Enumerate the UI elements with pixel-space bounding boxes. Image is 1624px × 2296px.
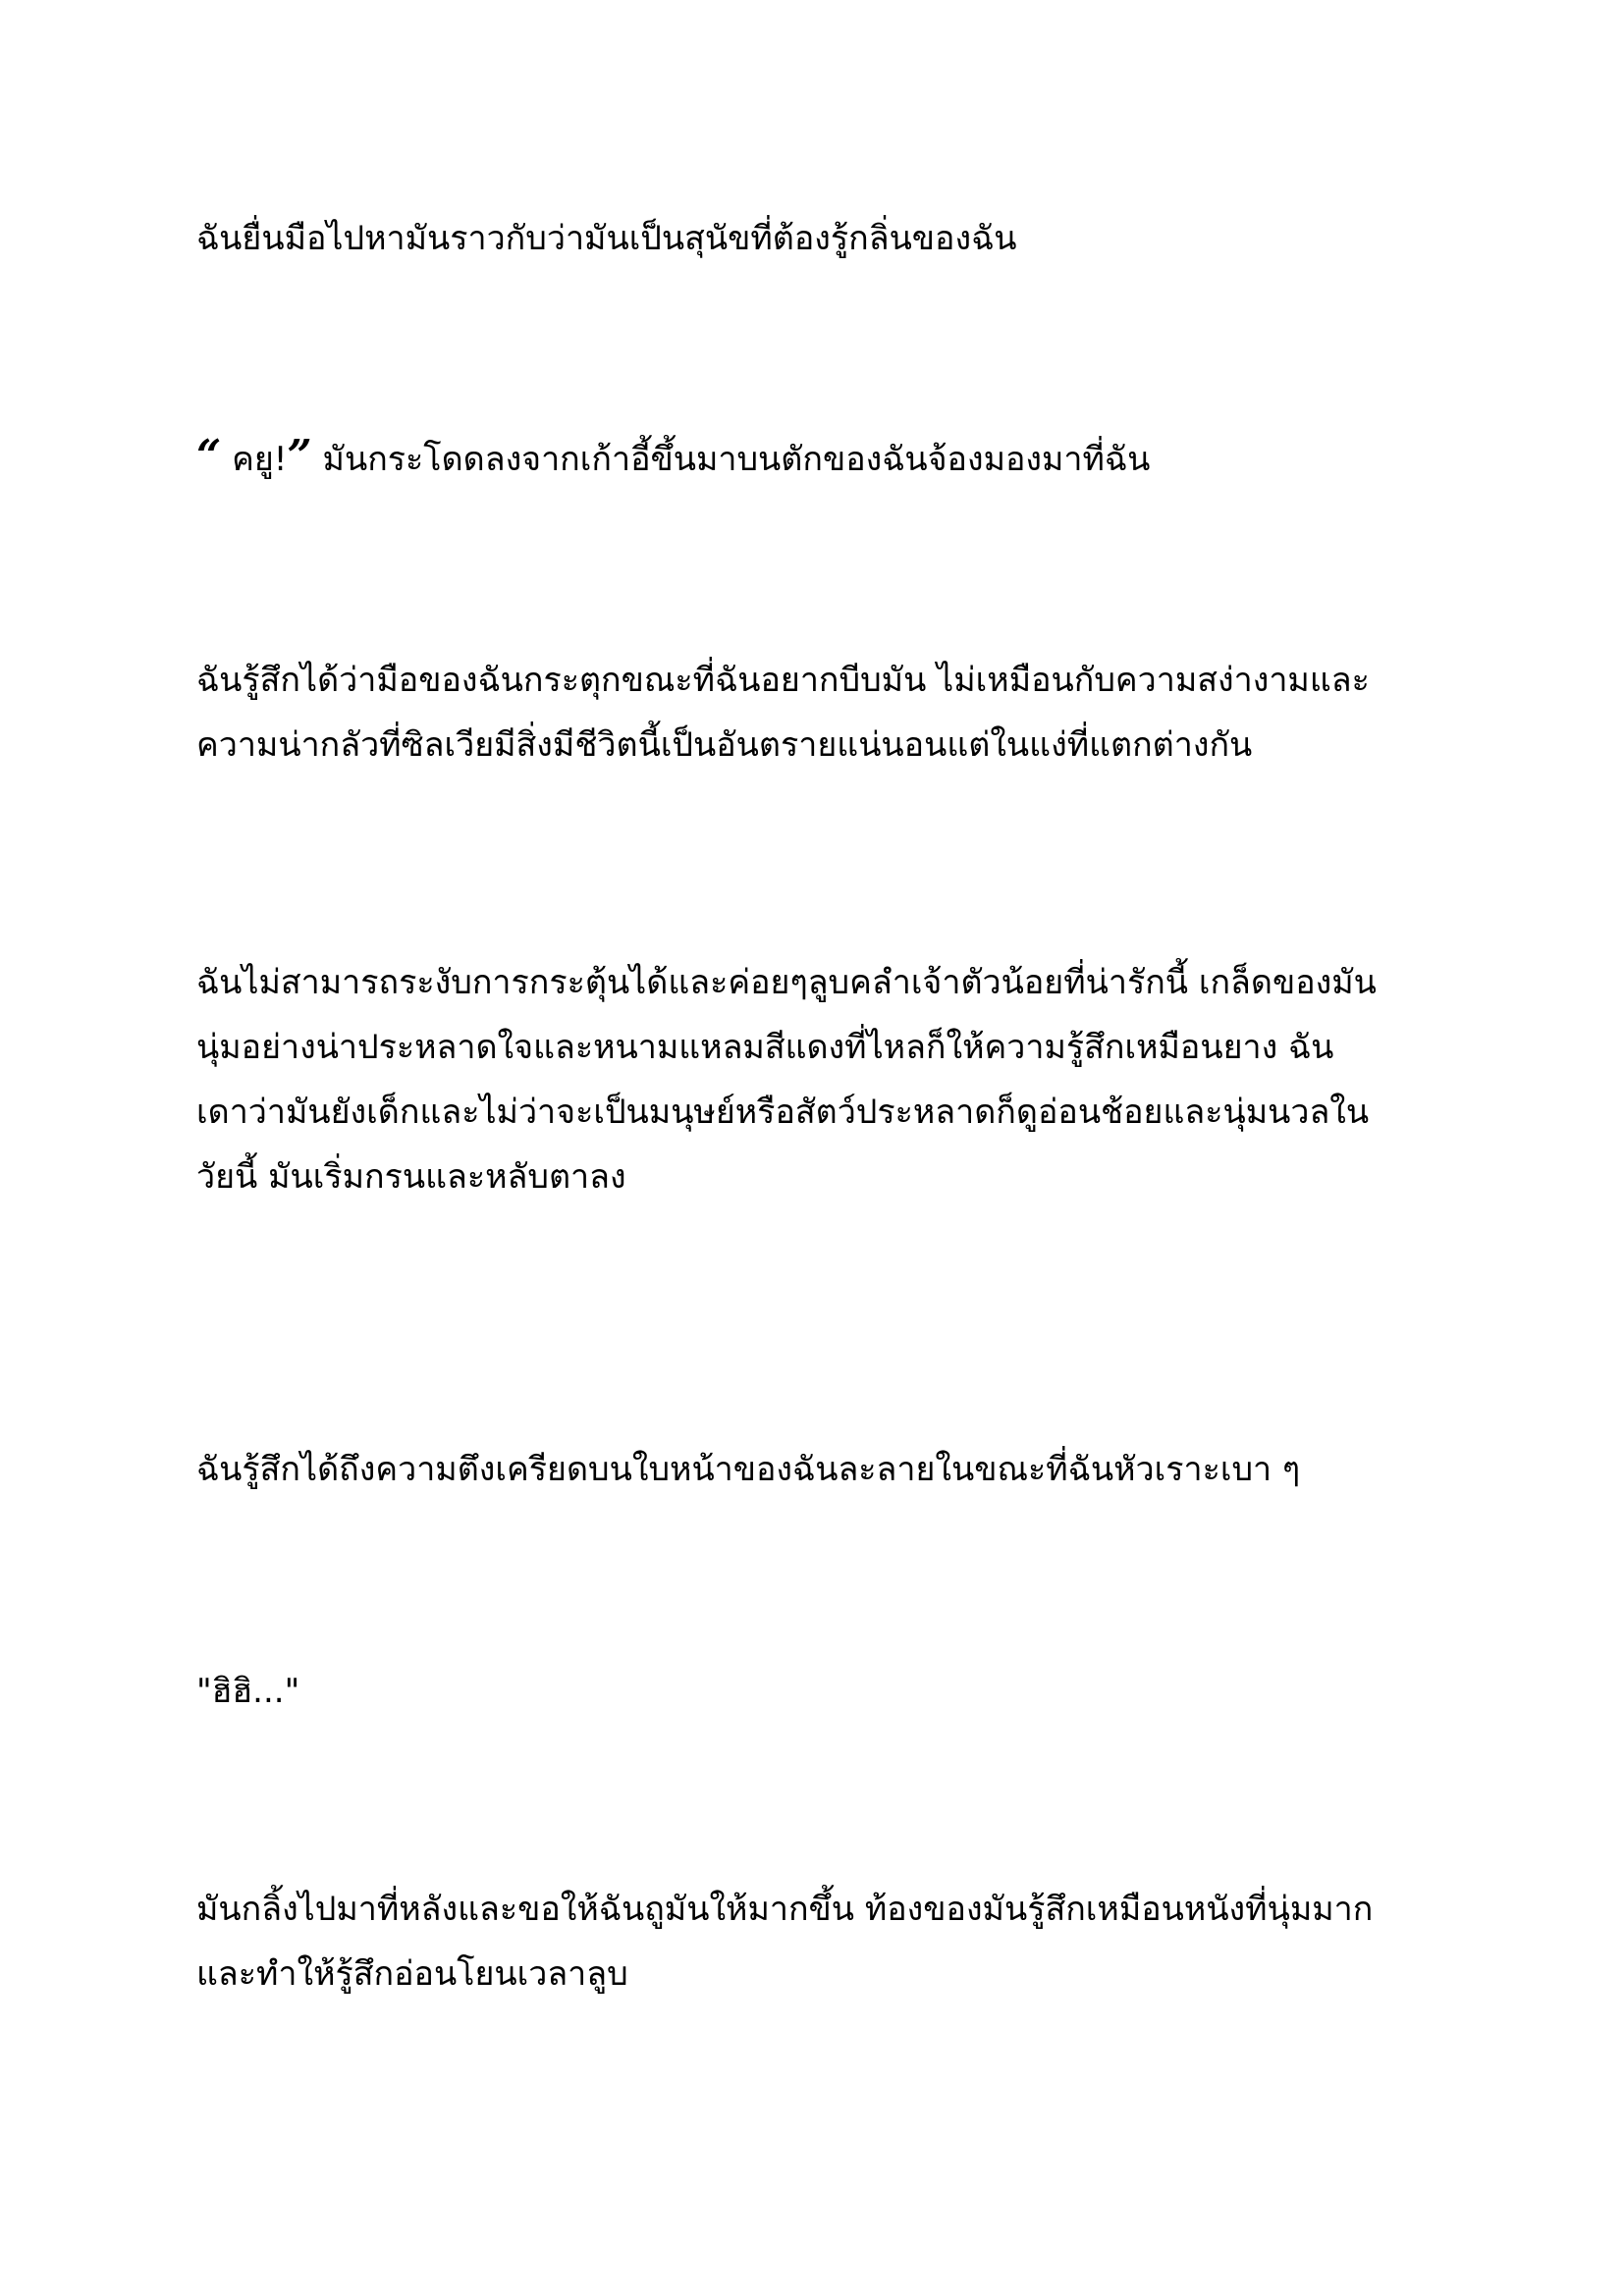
paragraph-5: [196, 1437, 1453, 1502]
paragraph-1: [196, 206, 1453, 271]
text-line: ฉันยื่นมือไปหามันราวกับว่ามันเป็นสุนัขที่ต้องรู้กลิ่นของฉัน: [196, 219, 1017, 258]
text-line: ฉันไม่สามารถระงับการกระตุ้นได้และค่อยๆลูบคลำเจ้าตัวน้อยที่น่ารักนี้ เกล็ดของมัน: [196, 963, 1377, 1002]
text-line: [196, 424, 1453, 492]
text-line: วัยนี้ มันเริ่มกรนและหลับตาลง: [196, 1157, 626, 1197]
open-quote-mark: “: [196, 431, 222, 481]
close-quote-mark: ”: [287, 431, 312, 481]
paragraph-3: [196, 648, 1453, 777]
text-line: ฉันรู้สึกได้ถึงความตึงเครียดบนใบหน้าของฉันละลายในขณะที่ฉันหัวเราะเบา ๆ: [196, 1450, 1301, 1489]
paragraph-7: [196, 1877, 1453, 2006]
text-line: ความน่ากลัวที่ซิลเวียมีสิ่งมีชีวิตนี้เป็นอันตรายแน่นอนแต่ในแง่ที่แตกต่างกัน: [196, 725, 1253, 765]
quoted-speech: คยู!: [221, 440, 288, 479]
paragraph-4: [196, 950, 1453, 1209]
text-line: เดาว่ามันยังเด็กและไม่ว่าจะเป็นมนุษย์หรือสัตว์ประหลาดก็ดูอ่อนช้อยและนุ่มนวลใน: [196, 1093, 1370, 1132]
narration: มันกระโดดลงจากเก้าอี้ขึ้นมาบนตักของฉันจ้องมองมาที่ฉัน: [311, 440, 1151, 479]
text-line: มันกลิ้งไปมาที่หลังและขอให้ฉันถูมันให้มากขึ้น ท้องของมันรู้สึกเหมือนหนังที่นุ่มมาก: [196, 1890, 1374, 1929]
paragraph-2-dialogue: [196, 424, 1453, 492]
text-line: และทำให้รู้สึกอ่อนโยนเวลาลูบ: [196, 1954, 628, 1994]
paragraph-6-dialogue: [196, 1659, 1453, 1724]
text-line: "ฮิฮิ...": [196, 1672, 300, 1711]
text-line: ฉันรู้สึกได้ว่ามือของฉันกระตุกขณะที่ฉันอยากบีบมัน ไม่เหมือนกับความสง่างามและ: [196, 661, 1370, 700]
text-line: นุ่มอย่างน่าประหลาดใจและหนามแหลมสีแดงที่ไหลก็ให้ความรู้สึกเหมือนยาง ฉัน: [196, 1028, 1334, 1067]
